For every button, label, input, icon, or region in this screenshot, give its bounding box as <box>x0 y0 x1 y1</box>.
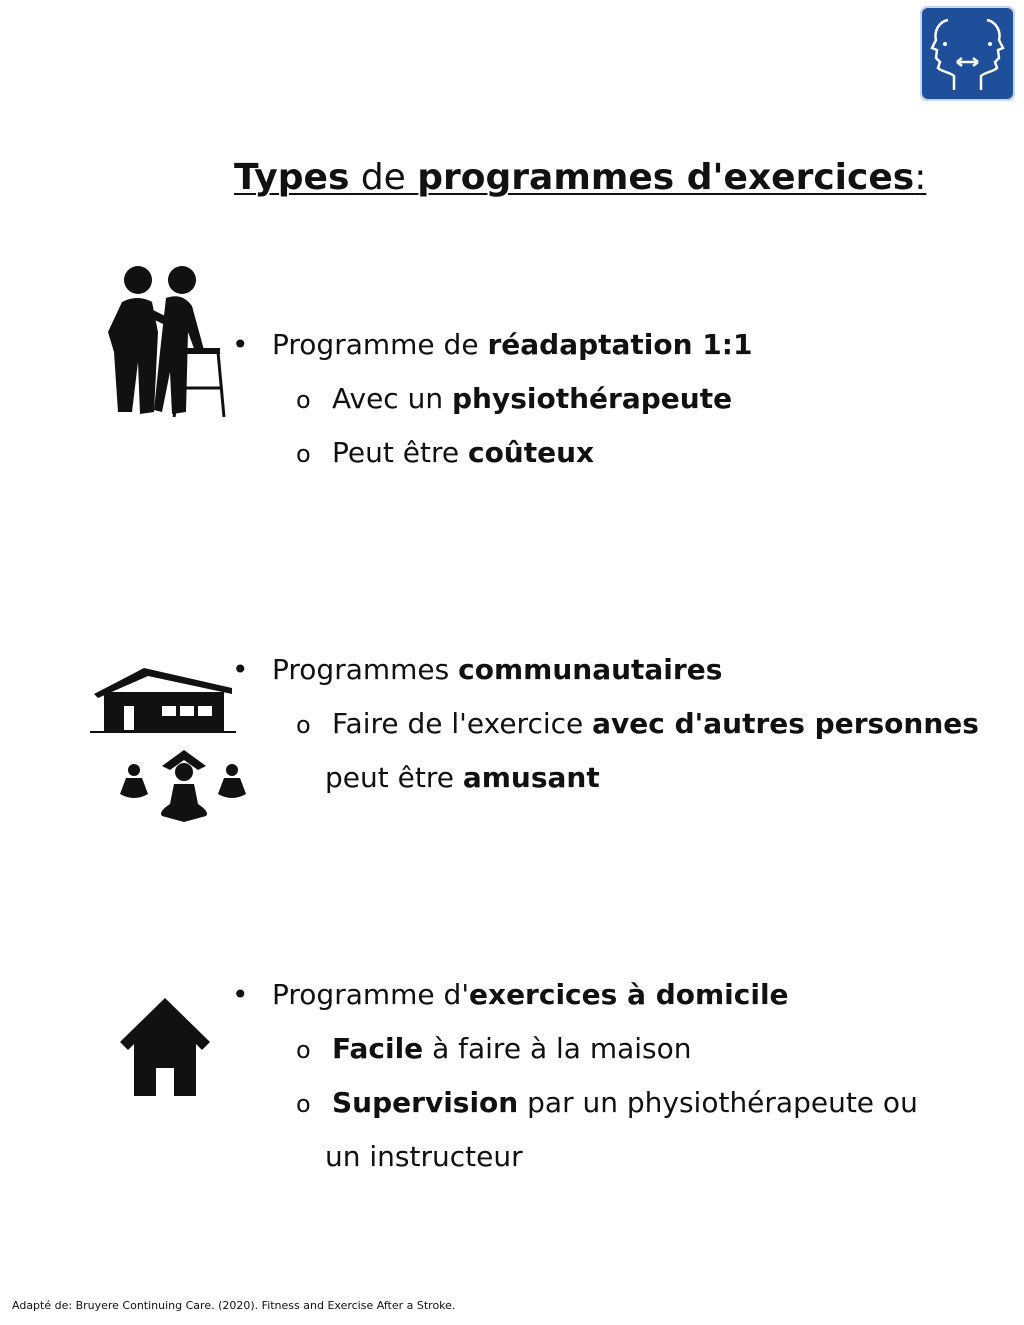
two-faces-communication-icon <box>920 6 1015 101</box>
physiotherapist-walker-icon <box>100 262 230 422</box>
citation-footer: Adapté de: Bruyere Continuing Care. (2020). Fitness and Exercise After a Stroke. <box>12 1299 456 1312</box>
sub-item-continuation: un instructeur <box>325 1140 523 1173</box>
home-icon <box>116 994 214 1100</box>
sub-item-continuation: peut être amusant <box>325 761 600 794</box>
sub-item: o Faire de l'exercice avec d'autres personnes <box>296 707 979 740</box>
communication-logo <box>920 6 1015 101</box>
sub-item: o Peut être coûteux <box>296 436 595 469</box>
sub-item: o Avec un physiothérapeute <box>296 382 733 415</box>
bullet-item: • Programme d'exercices à domicile <box>232 978 789 1011</box>
page-title: Types de programmes d'exercices: <box>234 157 927 198</box>
community-centre-group-exercise-icon <box>90 654 250 829</box>
bullet-item: • Programme de réadaptation 1:1 <box>232 328 753 361</box>
sub-item: o Facile à faire à la maison <box>296 1032 692 1065</box>
sub-item: o Supervision par un physiothérapeute ou <box>296 1086 918 1119</box>
bullet-item: • Programmes communautaires <box>232 653 723 686</box>
